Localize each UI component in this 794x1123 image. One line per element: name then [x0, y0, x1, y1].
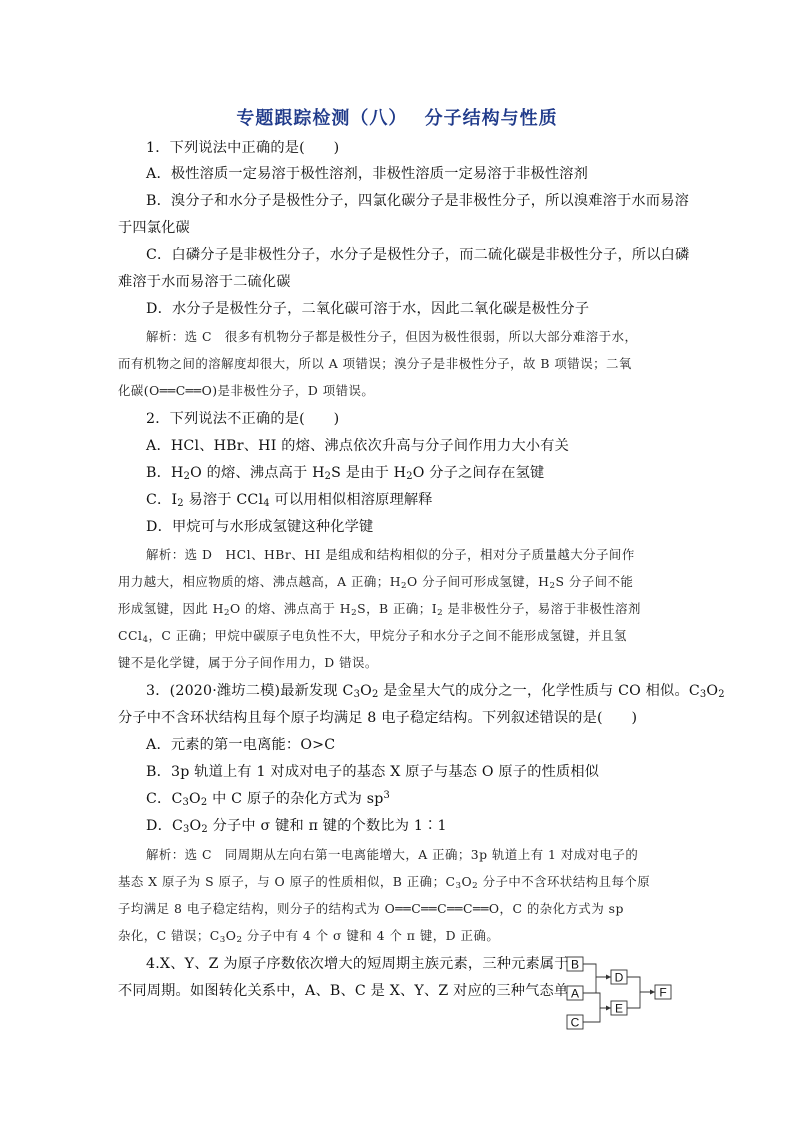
arrowhead-e — [606, 1006, 611, 1011]
page-title: 专题跟踪检测（八） 分子结构与性质 — [236, 108, 558, 129]
q3-explanation-line4: 杂化，C 错误；$C_3O_2$ 分子中有 4 个 σ 键和 4 个 π 键，D 正确。 — [118, 928, 500, 945]
q1-option-c-line1: C．白磷分子是非极性分子，水分子是极性分子，而二硫化碳是非极性分子，所以白磷 — [146, 247, 690, 263]
q3-stem-line1: 3．(2020·潍坊二模)最新发现 $C_3O_2$ 是金星大气的成分之一，化学性质与 CO 相似。$C_3O_2$ — [146, 683, 725, 700]
q2-option-b: B．$H_2O$ 的熔、沸点高于 $H_2S$ 是由于 $H_2O$ 分子之间存在氢键 — [146, 465, 545, 482]
q3-option-d: D．$C_3O_2$ 分子中 σ 键和 π 键的个数比为 1∶1 — [146, 818, 447, 835]
q1-explanation-line2: 而有机物之间的溶解度却很大，所以 A 项错误；溴分子是非极性分子，故 B 项错误；二氧 — [118, 356, 632, 371]
label-b: B — [570, 957, 580, 972]
arrow-d-to-f — [627, 977, 655, 992]
arrow-c-to-e — [583, 1008, 600, 1022]
q1-explanation-line1: 解析：选 C 很多有机物分子都是极性分子，但因为极性很弱，所以大部分难溶于水， — [146, 329, 638, 344]
q2-option-a: A．HCl、HBr、HI 的熔、沸点依次升高与分子间作用力大小有关 — [146, 438, 569, 454]
q1-option-a: A．极性溶质一定易溶于极性溶剂，非极性溶质一定易溶于非极性溶剂 — [146, 166, 589, 182]
q1-option-d: D．水分子是极性分子，二氧化碳可溶于水，因此二氧化碳是极性分子 — [146, 301, 590, 317]
q3-option-b: B．3p 轨道上有 1 对成对电子的基态 X 原子与基态 O 原子的性质相似 — [146, 764, 600, 780]
arrowhead-d — [606, 975, 611, 980]
conversion-diagram — [562, 953, 682, 1033]
q3-explanation-line3: 子均满足 8 电子稳定结构，则分子的结构式为 O══C══C══C══O，C 的杂化方式为 sp — [118, 901, 624, 916]
q2-explanation-line1: 解析：选 D HCl、HBr、HI 是组成和结构相似的分子，相对分子质量越大分子间作 — [146, 547, 635, 562]
q3-explanation-line1: 解析：选 C 同周期从左向右第一电离能增大，A 正确；3p 轨道上有 1 对成对电子的 — [146, 847, 639, 862]
q1-option-c-line2: 难溶于水而易溶于二硫化碳 — [118, 274, 291, 290]
arrow-a-to-d — [583, 977, 596, 993]
q2-explanation-line2: 用力越大，相应物质的熔、沸点越高，A 正确；$H_2O$ 分子间可形成氢键，$H_2S$ 分子间不能 — [118, 574, 634, 591]
q1-explanation-line3: 化碳(O══C══O)是非极性分子，D 项错误。 — [118, 383, 375, 398]
q2-explanation-line3: 形成氢键，因此 $H_2O$ 的熔、沸点高于 $H_2S$，B 正确；$I_2$ 是非极性分子，易溶于非极性溶剂 — [118, 601, 641, 618]
q2-option-c: C．$I_2$ 易溶于 CCl$_4$ 可以用相似相溶原理解释 — [146, 492, 433, 509]
q2-explanation-line5: 键不是化学键，属于分子间作用力，D 错误。 — [118, 655, 378, 670]
q2-explanation-line4: CCl$_4$，C 正确；甲烷中碳原子电负性不大，甲烷分子和水分子之间不能形成氢键，并且氢 — [118, 628, 627, 645]
q4-stem-line2: 不同周期。如图转化关系中，A、B、C 是 X、Y、Z 对应的三种气态单 — [118, 983, 569, 999]
arrowhead-f — [650, 990, 655, 995]
q3-stem-line2: 分子中不含环状结构且每个原子均满足 8 电子稳定结构。下列叙述错误的是( ) — [118, 710, 638, 726]
label-a: A — [570, 986, 580, 1001]
arrow-a-to-e — [583, 993, 611, 1008]
label-d: D — [614, 970, 624, 985]
q2-option-d: D．甲烷可与水形成氢键这种化学键 — [146, 519, 374, 535]
q2-stem: 2．下列说法不正确的是( ) — [146, 411, 340, 427]
q1-option-b-line2: 于四氯化碳 — [118, 220, 190, 236]
q3-option-c: C．$C_3O_2$ 中 C 原子的杂化方式为 $sp^3$ — [146, 790, 391, 808]
q1-stem: 1．下列说法中正确的是( ) — [146, 140, 340, 156]
q3-option-a: A．元素的第一电离能：O>C — [146, 737, 336, 753]
q1-option-b-line1: B．溴分子和水分子是极性分子，四氯化碳分子是非极性分子，所以溴难溶于水而易溶 — [146, 193, 689, 209]
label-f: F — [659, 985, 667, 1000]
label-e: E — [614, 1001, 624, 1016]
q3-explanation-line2: 基态 X 原子为 S 原子，与 O 原子的性质相似，B 正确；$C_3O_2$ 分子中不含环状结构且每个原 — [118, 874, 651, 891]
q4-stem-line1: 4.X、Y、Z 为原子序数依次增大的短周期主族元素，三种元素属于 — [146, 956, 569, 972]
label-c: C — [570, 1015, 580, 1030]
arrow-e-to-f — [627, 992, 640, 1008]
